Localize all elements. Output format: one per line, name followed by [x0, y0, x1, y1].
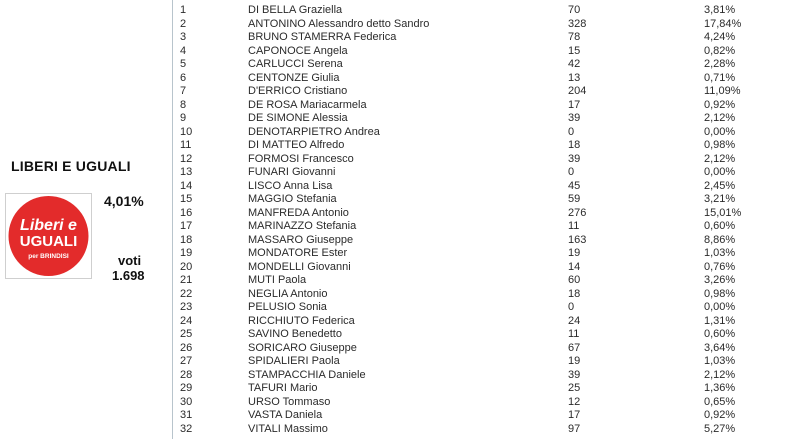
table-row [180, 58, 740, 72]
table-row [180, 193, 740, 207]
candidate-votes: 14 [568, 260, 581, 273]
candidate-votes: 42 [568, 58, 581, 70]
table-row [180, 355, 740, 369]
table-row [180, 126, 740, 140]
candidate-percent: 4,24% [704, 31, 736, 43]
candidate-percent: 0,71% [704, 71, 736, 84]
candidate-name: MARINAZZO Stefania [248, 220, 357, 232]
candidate-name: MASSARO Giuseppe [248, 233, 354, 246]
party-logo [5, 193, 92, 279]
candidate-number: 31 [180, 409, 193, 421]
candidate-number: 1 [180, 4, 187, 16]
candidate-name: SPIDALIERI Paola [248, 355, 340, 367]
candidate-name: MAGGIO Stefania [248, 193, 337, 205]
candidate-number: 18 [180, 233, 193, 246]
candidate-percent: 0,92% [704, 98, 736, 111]
candidate-number: 25 [180, 328, 193, 340]
logo-line2: UGUALI [19, 233, 78, 250]
candidate-name: MUTI Paola [248, 274, 307, 286]
candidate-percent: 5,27% [704, 422, 736, 435]
candidate-votes: 11 [568, 328, 580, 340]
candidate-number: 19 [180, 247, 193, 259]
candidate-votes: 18 [568, 287, 581, 300]
candidate-name: VASTA Daniela [248, 409, 323, 421]
candidate-name: DI MATTEO Alfredo [248, 139, 345, 151]
candidate-percent: 0,98% [704, 139, 736, 151]
candidate-number: 24 [180, 314, 193, 327]
table-row [180, 45, 740, 59]
table-row [180, 261, 740, 275]
candidate-name: MONDATORE Ester [248, 247, 348, 259]
table-row [180, 288, 740, 302]
candidate-name: NEGLIA Antonio [248, 287, 328, 300]
candidate-percent: 2,12% [704, 112, 736, 124]
candidate-number: 21 [180, 274, 193, 286]
candidate-percent: 3,26% [704, 274, 736, 286]
candidate-percent: 0,60% [704, 220, 736, 232]
table-row [180, 409, 740, 423]
table-row [180, 180, 740, 194]
table-row [180, 369, 740, 383]
candidate-number: 22 [180, 287, 193, 300]
candidate-percent: 0,00% [704, 166, 736, 178]
candidate-name: VITALI Massimo [248, 422, 328, 435]
candidate-name: DI BELLA Graziella [248, 4, 343, 16]
candidate-votes: 17 [568, 98, 581, 111]
table-row [180, 382, 740, 396]
candidate-percent: 2,28% [704, 58, 736, 70]
candidate-votes: 12 [568, 395, 581, 408]
candidate-number: 16 [180, 206, 193, 219]
candidate-percent: 2,12% [704, 368, 736, 381]
candidate-number: 28 [180, 368, 193, 381]
candidates-table [180, 4, 740, 436]
candidate-number: 8 [180, 98, 187, 111]
logo-tag: per BRINDISI [28, 253, 69, 260]
candidate-votes: 39 [568, 152, 581, 165]
table-row [180, 4, 740, 18]
candidate-percent: 1,03% [704, 247, 736, 259]
candidate-percent: 11,09% [704, 85, 741, 97]
candidate-number: 26 [180, 341, 193, 354]
candidate-percent: 0,00% [704, 301, 736, 313]
panel-divider [172, 0, 173, 439]
candidate-votes: 0 [568, 301, 575, 313]
candidate-number: 9 [180, 112, 187, 124]
party-logo-icon [6, 194, 91, 278]
candidate-name: STAMPACCHIA Daniele [248, 368, 366, 381]
candidate-votes: 11 [568, 220, 580, 232]
candidate-number: 20 [180, 260, 193, 273]
candidate-votes: 19 [568, 355, 581, 367]
candidate-votes: 39 [568, 112, 581, 124]
candidate-number: 27 [180, 355, 193, 367]
candidate-votes: 70 [568, 4, 581, 16]
candidate-percent: 0,92% [704, 409, 736, 421]
candidate-votes: 0 [568, 166, 575, 178]
candidate-name: LISCO Anna Lisa [248, 179, 333, 192]
candidate-percent: 2,45% [704, 179, 736, 192]
candidate-percent: 17,84% [704, 17, 742, 30]
candidate-number: 4 [180, 44, 187, 57]
candidate-votes: 60 [568, 274, 581, 286]
candidate-name: MONDELLI Giovanni [248, 260, 351, 273]
candidate-name: CARLUCCI Serena [248, 58, 343, 70]
candidate-votes: 163 [568, 233, 587, 246]
candidate-percent: 0,82% [704, 44, 736, 57]
candidate-number: 3 [180, 31, 187, 43]
candidate-votes: 78 [568, 31, 581, 43]
table-row [180, 423, 740, 437]
candidate-percent: 0,98% [704, 287, 736, 300]
candidate-name: FORMOSI Francesco [248, 152, 354, 165]
candidate-number: 23 [180, 301, 193, 313]
candidate-votes: 204 [568, 85, 587, 97]
candidate-percent: 3,21% [704, 193, 736, 205]
table-row [180, 396, 740, 410]
party-percent: 4,01% [104, 193, 144, 209]
candidate-name: RICCHIUTO Federica [248, 314, 355, 327]
candidate-percent: 3,64% [704, 341, 736, 354]
logo-line1: Liberi e [20, 217, 77, 234]
candidate-number: 12 [180, 152, 193, 165]
table-row [180, 31, 740, 45]
candidate-number: 14 [180, 179, 193, 192]
candidate-name: DE SIMONE Alessia [248, 112, 348, 124]
candidate-votes: 328 [568, 17, 587, 30]
candidate-name: URSO Tommaso [248, 395, 331, 408]
table-row [180, 234, 740, 248]
candidate-percent: 8,86% [704, 233, 736, 246]
candidate-votes: 25 [568, 382, 581, 394]
candidate-percent: 0,00% [704, 125, 736, 138]
party-panel [0, 0, 172, 439]
candidate-number: 13 [180, 166, 193, 178]
table-row [180, 112, 740, 126]
candidate-number: 15 [180, 193, 193, 205]
candidate-number: 6 [180, 71, 187, 84]
party-name: LIBERI E UGUALI [11, 158, 131, 174]
candidate-number: 30 [180, 395, 193, 408]
candidate-percent: 0,76% [704, 260, 736, 273]
candidate-votes: 276 [568, 206, 587, 219]
candidate-votes: 59 [568, 193, 581, 205]
candidate-name: MANFREDA Antonio [248, 206, 349, 219]
candidate-votes: 45 [568, 179, 581, 192]
candidate-name: BRUNO STAMERRA Federica [248, 31, 397, 43]
candidate-percent: 1,03% [704, 355, 736, 367]
table-row [180, 139, 740, 153]
candidate-percent: 3,81% [704, 4, 736, 16]
candidate-percent: 0,65% [704, 395, 736, 408]
candidate-number: 10 [180, 125, 193, 138]
candidate-number: 17 [180, 220, 193, 232]
candidate-name: ANTONINO Alessandro detto Sandro [248, 17, 430, 30]
candidate-name: SAVINO Benedetto [248, 328, 342, 340]
table-row [180, 166, 740, 180]
table-row [180, 315, 740, 329]
candidate-name: DE ROSA Mariacarmela [248, 98, 367, 111]
candidate-votes: 19 [568, 247, 581, 259]
candidate-percent: 15,01% [704, 206, 742, 219]
candidate-percent: 0,60% [704, 328, 736, 340]
table-row [180, 72, 740, 86]
candidate-number: 29 [180, 382, 193, 394]
candidate-votes: 67 [568, 341, 581, 354]
candidate-name: TAFURI Mario [248, 382, 318, 394]
candidate-name: SORICARO Giuseppe [248, 341, 357, 354]
table-row [180, 85, 740, 99]
candidate-votes: 24 [568, 314, 581, 327]
votes-total: 1.698 [112, 268, 145, 283]
candidate-number: 11 [180, 139, 192, 151]
candidate-percent: 1,36% [704, 382, 736, 394]
table-row [180, 328, 740, 342]
candidate-number: 5 [180, 58, 187, 70]
table-row [180, 301, 740, 315]
candidate-votes: 0 [568, 125, 575, 138]
candidate-name: DENOTARPIETRO Andrea [248, 125, 380, 138]
candidate-number: 2 [180, 17, 187, 30]
table-row [180, 274, 740, 288]
candidate-votes: 18 [568, 139, 581, 151]
candidate-name: PELUSIO Sonia [248, 301, 327, 313]
table-row [180, 153, 740, 167]
candidate-number: 32 [180, 422, 193, 435]
table-row [180, 220, 740, 234]
candidate-percent: 1,31% [704, 314, 736, 327]
votes-label: voti [118, 253, 142, 268]
candidate-name: D'ERRICO Cristiano [248, 85, 348, 97]
candidate-votes: 15 [568, 44, 581, 57]
candidate-name: FUNARI Giovanni [248, 166, 336, 178]
candidate-votes: 39 [568, 368, 581, 381]
table-row [180, 18, 740, 32]
candidate-percent: 2,12% [704, 152, 736, 165]
table-row [180, 247, 740, 261]
candidate-votes: 17 [568, 409, 581, 421]
table-row [180, 207, 740, 221]
candidate-number: 7 [180, 85, 187, 97]
candidate-name: CENTONZE Giulia [248, 71, 340, 84]
table-row [180, 99, 740, 113]
table-row [180, 342, 740, 356]
candidate-votes: 13 [568, 71, 581, 84]
candidate-name: CAPONOCE Angela [248, 44, 348, 57]
candidate-votes: 97 [568, 422, 581, 435]
